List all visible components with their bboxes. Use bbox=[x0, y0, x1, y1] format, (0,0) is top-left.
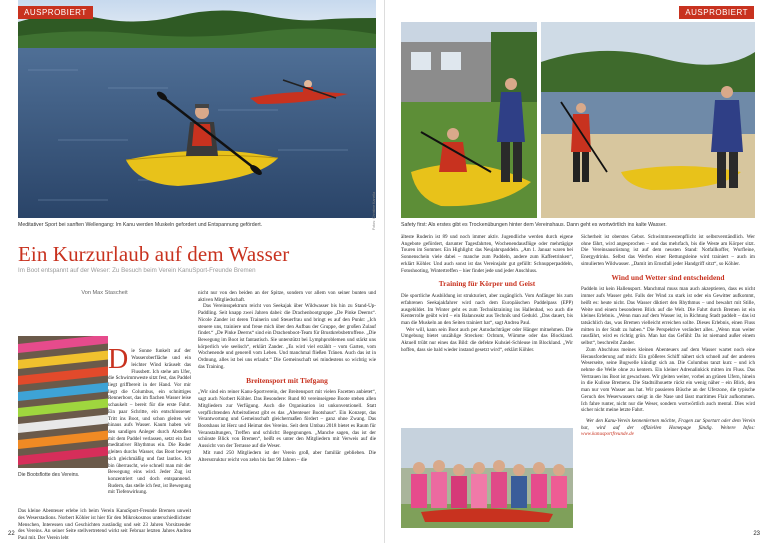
kayaker-photo-illustration bbox=[18, 0, 376, 218]
paragraph: Die sportliche Ausbildung ist strukturiert, aber zugänglich. Vom Anfänger bis zum erfahrenen Seekajakfahrer wird nach dem Europäischen Paddelpass (EPP) ausgebildet. Im Winter geht es zum Techniktraining ins Hallenbad, wo auch die Kenterrolle geübt wird – ein Balanceakt aus Technik und Geduld. „Das dauert, bis man die Muskeln an den Seiten trainiert hat“, sagt Andrea Paul. bbox=[401, 293, 573, 326]
page-number: 23 bbox=[753, 531, 760, 537]
paragraph: Sicherheit ist oberstes Gebot. Schwimmwestenpflicht ist selbstverständlich. Wer ohne fährt, wird angesprochen – und das mehrfach, bis die Weste am Körper sitzt. Die Vereinsausrüstung ist auf dem neusten Stand: Notfallkoffer, Wurfleine, Energydrinks. Selbst das Werfen einer Rettungsleine wird trainiert – auch im simulierten Wildwasser. „Damit im Ernstfall jeder Handgriff sitzt“, so Köhler. bbox=[581, 234, 755, 267]
photo-riverbank bbox=[541, 22, 755, 218]
paragraph: Paddeln ist kein Hallensport. Manchmal muss man auch akzeptieren, dass es nicht immer aufs Wasser geht. Falls der Wind zu stark ist oder ein Gewitter aufkommt, heißt es: heute nicht. Das Wasser diktiert den Rhythmus – und bewahrt mit Stille, Weite und einem besonderen Blick auf die Welt. Die Fahrt durch Bremen ist ein kleines Erlebnis. „Wenn man auf dem Wasser ist, in Richtung Stadt paddelt – das ist tatsächlich das, was Bremen vielleicht erreichen sollte. Dieses Erlebnis, einen Fluss mitten in der Stadt zu haben.“ Die Perspektive verändert alles. „Wenn man weiter rausfährt, wird es richtig grün. Man hat das Gefühl: Da ist niemand außer einem selbst“, beschreibt Zander. bbox=[581, 286, 755, 347]
section-tag: AUSPROBIERT bbox=[679, 6, 754, 19]
website-link[interactable]: www.kanusportfreunde.de bbox=[581, 431, 634, 438]
group-photo-pinke-deerns bbox=[401, 428, 573, 528]
photo-credit: Fotos: Christine Kanella bbox=[372, 191, 376, 230]
subheading-training: Training für Körper und Geist bbox=[438, 279, 536, 289]
right-column-2 bbox=[581, 234, 755, 438]
paragraph: Mit rund 250 Mitgliedern ist der Verein groß, aber familiär geblieben. Die Altersstruktur reicht von zehn bis fast 90 Jahren – die bbox=[198, 449, 376, 463]
riverbank-illustration bbox=[541, 22, 755, 218]
right-page bbox=[384, 0, 768, 543]
paragraph: Wer will, kann sein Boot auch per Autodachträger oder Hänger mitnehmen. Die Umgebung bietet unzählige Strecken: Ochtum, Wümme oder das Blockland. Aktuell trübt nur eines das Bild: die defekte Kuhsiel-Schleuse im Blockland. „Wir hoffen, dass sie bald wieder instand gesetzt wird“, erklärt Köhler. bbox=[401, 326, 573, 353]
paragraph: Zum Abschluss meines kleinen Abenteuers auf dem Wasser wartet noch eine Herausforderung auf mich: Ein größeres Schiff nähert sich schnell auf der anderen Weserseite, seine Bugwelle kündigt sich an. Die Columbus tanzt kurz – und ich nehme die Welle ohne zu kentern. Ein kleiner Adrenalinkick mitten im Fluss. Das Vertrauen ins Boot ist gewachsen. Wir gleiten weiter, vorbei an grünen Ufern, hinein in die Kulisse Bremens. Die Stadtsilhouette rückt ein wenig näher – ein Blick, den man nur vom Wasser aus hat. Wir passieren Büsche an der Uferzone, die typische Geruch des Weserwassers steigt in die Nase und lässt maritimes Flair aufkommen. Ich fahre runter, nicht nur die Weser, sondern wortwörtlich auch mental. Dies wird sicher nicht meine letzte Fahrt. bbox=[581, 346, 755, 414]
intro-paragraph: Die Sonne funkelt auf der Wasseroberfläche und ein leichter Wind kräuselt das Flussbett. Ich stehe am Ufer, die Schwimmweste sitzt fest, das Paddel liegt griffbereit in der Hand. Vor mir liegt die Columbus, ein schnittiges Rennerboot, das im flachen Wasser leise schaukelt – bereit für die erste Fahrt. Ein paar Schritte, ein entschlossener Tritt ins Boot, und schon gleiten wir hinaus aufs Wasser. Kaum haben wir den sandigen Anleger durch Abstoßen mit dem Paddel verlassen, setzt ein fast meditativer Rhythmus ein. Die Ruder gleiten durchs Wasser, das Boot bewegt sich gleichmäßig und fast lautlos. Ich bin überrascht, wie schnell man mit der Bewegung eins wird. Jeder Zug ist konzentriert und doch entspannend. Rudern, das stelle ich fest, ist Bewegung mit Tiefenwirkung. bbox=[108, 344, 191, 496]
paragraph: nicht nur von den beiden an der Spitze, sondern vor allem von seiner bunten und aktiven Mitgliedschaft. bbox=[198, 290, 376, 303]
group-photo-illustration bbox=[401, 428, 573, 528]
paragraph: Das Vereinsspektrum reicht von Seekajak über Wildwasser bis hin zu Stand-Up-Paddling. Seit knapp zwei Jahren dabei: die Drachenbootgruppe „De Pinke Deerns“. Nicole Zander ist deren Trainerin und Steuerfrau und bringt es auf den Punkt: „Ich steuere uns, trainiere und freue mich über den Aufbau der Gruppe, der großen Zulauf findet.“ „De Pinke Deerns“ sind ein Drachenboot-Team für Brustkrebsbetroffene. „Die Bewegung im Boot ist fantastisch. Sie unterstützt bei Lymphproblemen und stärkt uns körperlich wie seelisch“, erklärt Zander. „Es wird viel erzählt – vom Garten, vom Wochenende und generell vom Leben. Und manchmal fließen Tränen. Auch das ist in Ordnung, alles ist bei uns erlaubt.“ Die Gemeinschaft sei mindestens so wichtig wie das Training. bbox=[198, 303, 376, 370]
article-subhead: Im Boot entspannt auf der Weser: Zu Besuch beim Verein KanuSport-Freunde Bremen bbox=[18, 267, 256, 274]
article-headline: Ein Kurzurlaub auf dem Wasser bbox=[18, 242, 290, 266]
paragraph: Das kleine Abenteuer erlebe ich beim Verein KanuSport-Freunde Bremen unweit des Weserstadions. Norbert Köhler ist hier für den Mikrokosmos unterschiedlichster Menschen, Interessen und Geschichten zuständig und seit 23 Jahren Vorsitzender des Vereins. An seiner Seite stellvertretend wirkt seit Februar letzten Jahres Andrea Paul mit. Der Verein lebt bbox=[18, 508, 191, 542]
main-photo-caption: Meditativer Sport bei sanften Wellengang: Im Kanu werden Muskeln gefordert und Entspannung gefördert. bbox=[18, 222, 263, 228]
subheading-wind-wetter: Wind und Wetter sind entscheidend bbox=[611, 272, 725, 282]
boat-fleet-illustration bbox=[18, 336, 108, 468]
section-tag: AUSPROBIERT bbox=[18, 6, 93, 19]
page-number: 22 bbox=[8, 531, 15, 537]
photo-dry-training bbox=[401, 22, 537, 218]
byline: Von Max Stascheit bbox=[81, 290, 128, 296]
info-note: Wer den Kanu-Verein kennenlernen möchte, Fragen zur Sportart oder dem Verein hat, wird auf der offiziellen Homepage fündig. Weitere Infos: www.kanusportfreunde.de bbox=[581, 418, 755, 438]
dry-training-illustration bbox=[401, 22, 537, 218]
left-column-2 bbox=[198, 290, 376, 463]
subheading-breitensport: Breitensport mit Tiefgang bbox=[246, 375, 328, 385]
paragraph: „Wir sind ein reiner Kanu-Sportverein, der Breitensport mit vielen Facetten anbietet“, sagt auch Norbert Köhler. Das Besondere: Rund 80 vereinseigene Boote stehen allen Mitgliedern zur Verfügung. Auch die Organisation ist unkonventionell. Statt verpflichtenden Arbeitsdienst gibt es das „Abenteuer Bootshaus“. Ein Konzept, das Verantwortung und Gemeinschaft gleichermaßen fördert – ganz ohne Zwang. Das Bootshaus ist Herz und Heimat des Vereins. Seit dem Umbau 2018 bietet es Raum für Veranstaltungen, Treffen und schlicht: Begegnungen. „Manche sagen, das ist der schönste Blick von Bremen“, heißt es unter den Mitgliedern mit Verweis auf die Aussicht von der Terrasse auf die Weser. bbox=[198, 389, 376, 450]
paragraph: älteste Ruderin ist 89 und noch immer aktiv. Jugendliche werden durch eigene Angebote gefördert, darunter Tagesfahrten, Wochenendausflüge oder mehrtägige Touren im Sommer. Ein Highlight: das Neujahrspaddeln. „Am 1. Januar waren bei Sonnenschein viele dabei – manche zum Paddeln, andere zum Kaffeetrinken“, erklärt Köhler. Und auch sonst ist das Vereinsjahr gut gefüllt: Schnupperpaddeln, Fotoshooting, Wintertreffen – hier findet jede und jeder Anschluss. bbox=[401, 234, 573, 274]
inset-photo-boat-fleet bbox=[18, 336, 108, 468]
right-column-1 bbox=[401, 234, 573, 354]
main-photo-kayaker bbox=[18, 0, 376, 218]
training-photo-caption: Safety first: Als erstes gibt es Trockenübungen hinter dem Vereinshaus. Dann geht es wortwörtlich ins kalte Wasser. bbox=[401, 222, 667, 228]
drop-cap: D bbox=[108, 344, 129, 376]
inset-photo-caption: Die Bootsflotte des Vereins. bbox=[18, 472, 80, 478]
